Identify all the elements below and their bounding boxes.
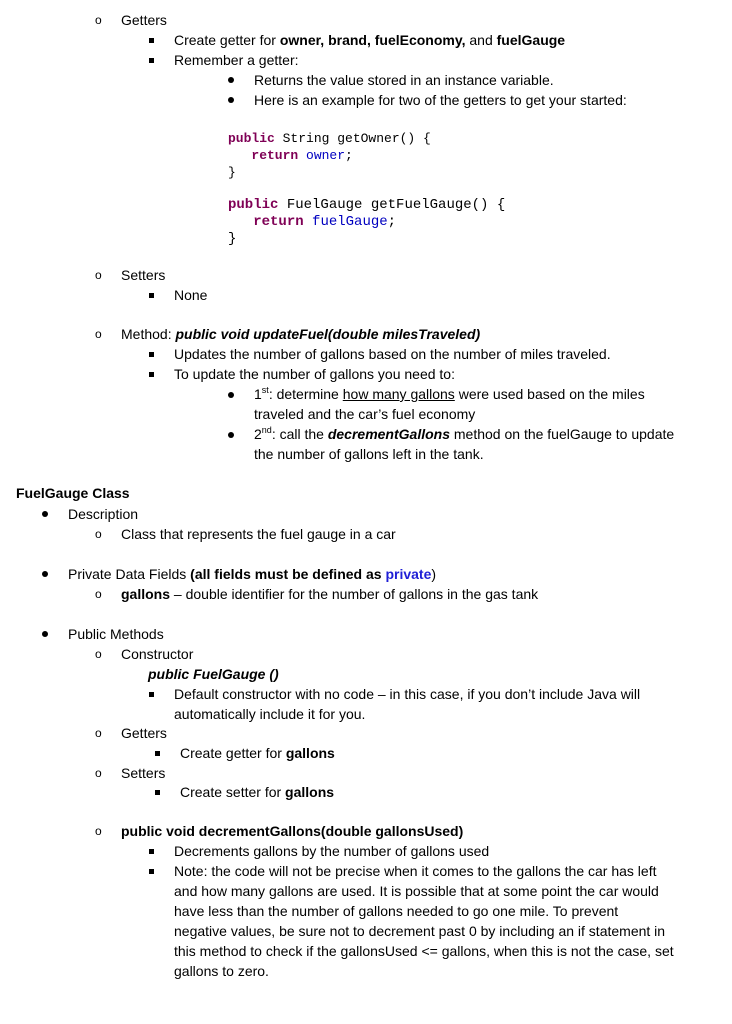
getter-item-1: Create getter for owner, brand, fuelEconomy, and fuelGauge (174, 32, 566, 48)
setters-heading: Setters (121, 267, 166, 283)
getter-item-2: Remember a getter: (174, 52, 299, 68)
decrement-note-line: and how many gallons are used. It is possible that at some point the car would (174, 883, 659, 899)
constructor-heading: Constructor (121, 646, 194, 662)
bullet-dot-icon (42, 631, 48, 637)
field-gallons: gallons – double identifier for the number of gallons in the gas tank (121, 586, 539, 602)
bullet-square-icon (149, 352, 154, 357)
private-fields-heading: Private Data Fields (all fields must be defined as private) (68, 566, 437, 582)
update-fuel-item-2: To update the number of gallons you need to: (174, 366, 455, 382)
getter-sub-1: Returns the value stored in an instance variable. (254, 72, 554, 88)
bullet-square-icon (149, 58, 154, 63)
setters-none: None (174, 287, 208, 303)
getters-heading: Getters (121, 12, 167, 28)
description-heading: Description (68, 506, 139, 522)
decrement-note-line: negative values, be sure not to decrement past 0 by including an if statement in (174, 923, 666, 939)
getter-sub-2: Here is an example for two of the getters to get your started: (254, 92, 627, 108)
bullet-square-icon (149, 692, 154, 697)
decrement-note-line: have less than the number of gallons needed to go one mile. To prevent (174, 903, 619, 919)
decrement-note-line: this method to check if the gallonsUsed <= gallons, when this is not the case, set (174, 943, 674, 959)
decrement-gallons-heading: public void decrementGallons(double gallonsUsed) (121, 823, 464, 839)
bullet-dot-icon (228, 392, 234, 398)
bullet-dot-icon (228, 432, 234, 438)
decrement-desc: Decrements gallons by the number of gallons used (174, 843, 490, 859)
decrement-note-line: Note: the code will not be precise when it comes to the gallons the car has left (174, 863, 657, 879)
bullet-square-icon (149, 293, 154, 298)
decrement-note-line: gallons to zero. (174, 963, 269, 979)
bullet-circle-icon: o (95, 726, 102, 740)
bullet-circle-icon: o (95, 327, 102, 341)
bullet-square-icon (149, 38, 154, 43)
update-fuel-item-1: Updates the number of gallons based on the number of miles traveled. (174, 346, 611, 362)
bullet-dot-icon (228, 77, 234, 83)
code-get-fuel-gauge: public FuelGauge getFuelGauge() { return fuelGauge; } (228, 197, 506, 247)
bullet-dot-icon (42, 511, 48, 517)
update-fuel-step-2: 2nd: call the decrementGallons method on the fuelGauge to update (254, 425, 675, 442)
update-fuel-step-1: 1st: determine how many gallons were used based on the miles (254, 385, 645, 402)
bullet-square-icon (149, 372, 154, 377)
bullet-circle-icon: o (95, 824, 102, 838)
bullet-circle-icon: o (95, 268, 102, 282)
bullet-circle-icon: o (95, 587, 102, 601)
constructor-desc-1: Default constructor with no code – in this case, if you don’t include Java will (174, 686, 641, 702)
bullet-square-icon (155, 790, 160, 795)
bullet-circle-icon: o (95, 13, 102, 27)
bullet-square-icon (149, 869, 154, 874)
fg-getters-heading: Getters (121, 725, 167, 741)
fg-setters-heading: Setters (121, 765, 166, 781)
fg-getter-item: Create getter for gallons (180, 745, 335, 761)
bullet-square-icon (149, 849, 154, 854)
code-get-owner: public String getOwner() { return owner; } (228, 131, 431, 180)
bullet-dot-icon (228, 97, 234, 103)
bullet-circle-icon: o (95, 647, 102, 661)
fg-setter-item: Create setter for gallons (180, 784, 335, 800)
constructor-signature: public FuelGauge () (148, 666, 279, 682)
update-fuel-step-1-cont: traveled and the car’s fuel economy (254, 406, 476, 422)
update-fuel-step-2-cont: the number of gallons left in the tank. (254, 446, 484, 462)
update-fuel-heading: Method: public void updateFuel(double milesTraveled) (121, 326, 481, 342)
bullet-circle-icon: o (95, 766, 102, 780)
fuelgauge-class-title: FuelGauge Class (16, 485, 130, 501)
description-text: Class that represents the fuel gauge in a car (121, 526, 396, 542)
bullet-dot-icon (42, 571, 48, 577)
bullet-circle-icon: o (95, 527, 102, 541)
bullet-square-icon (155, 751, 160, 756)
constructor-desc-2: automatically include it for you. (174, 706, 366, 722)
public-methods-heading: Public Methods (68, 626, 164, 642)
